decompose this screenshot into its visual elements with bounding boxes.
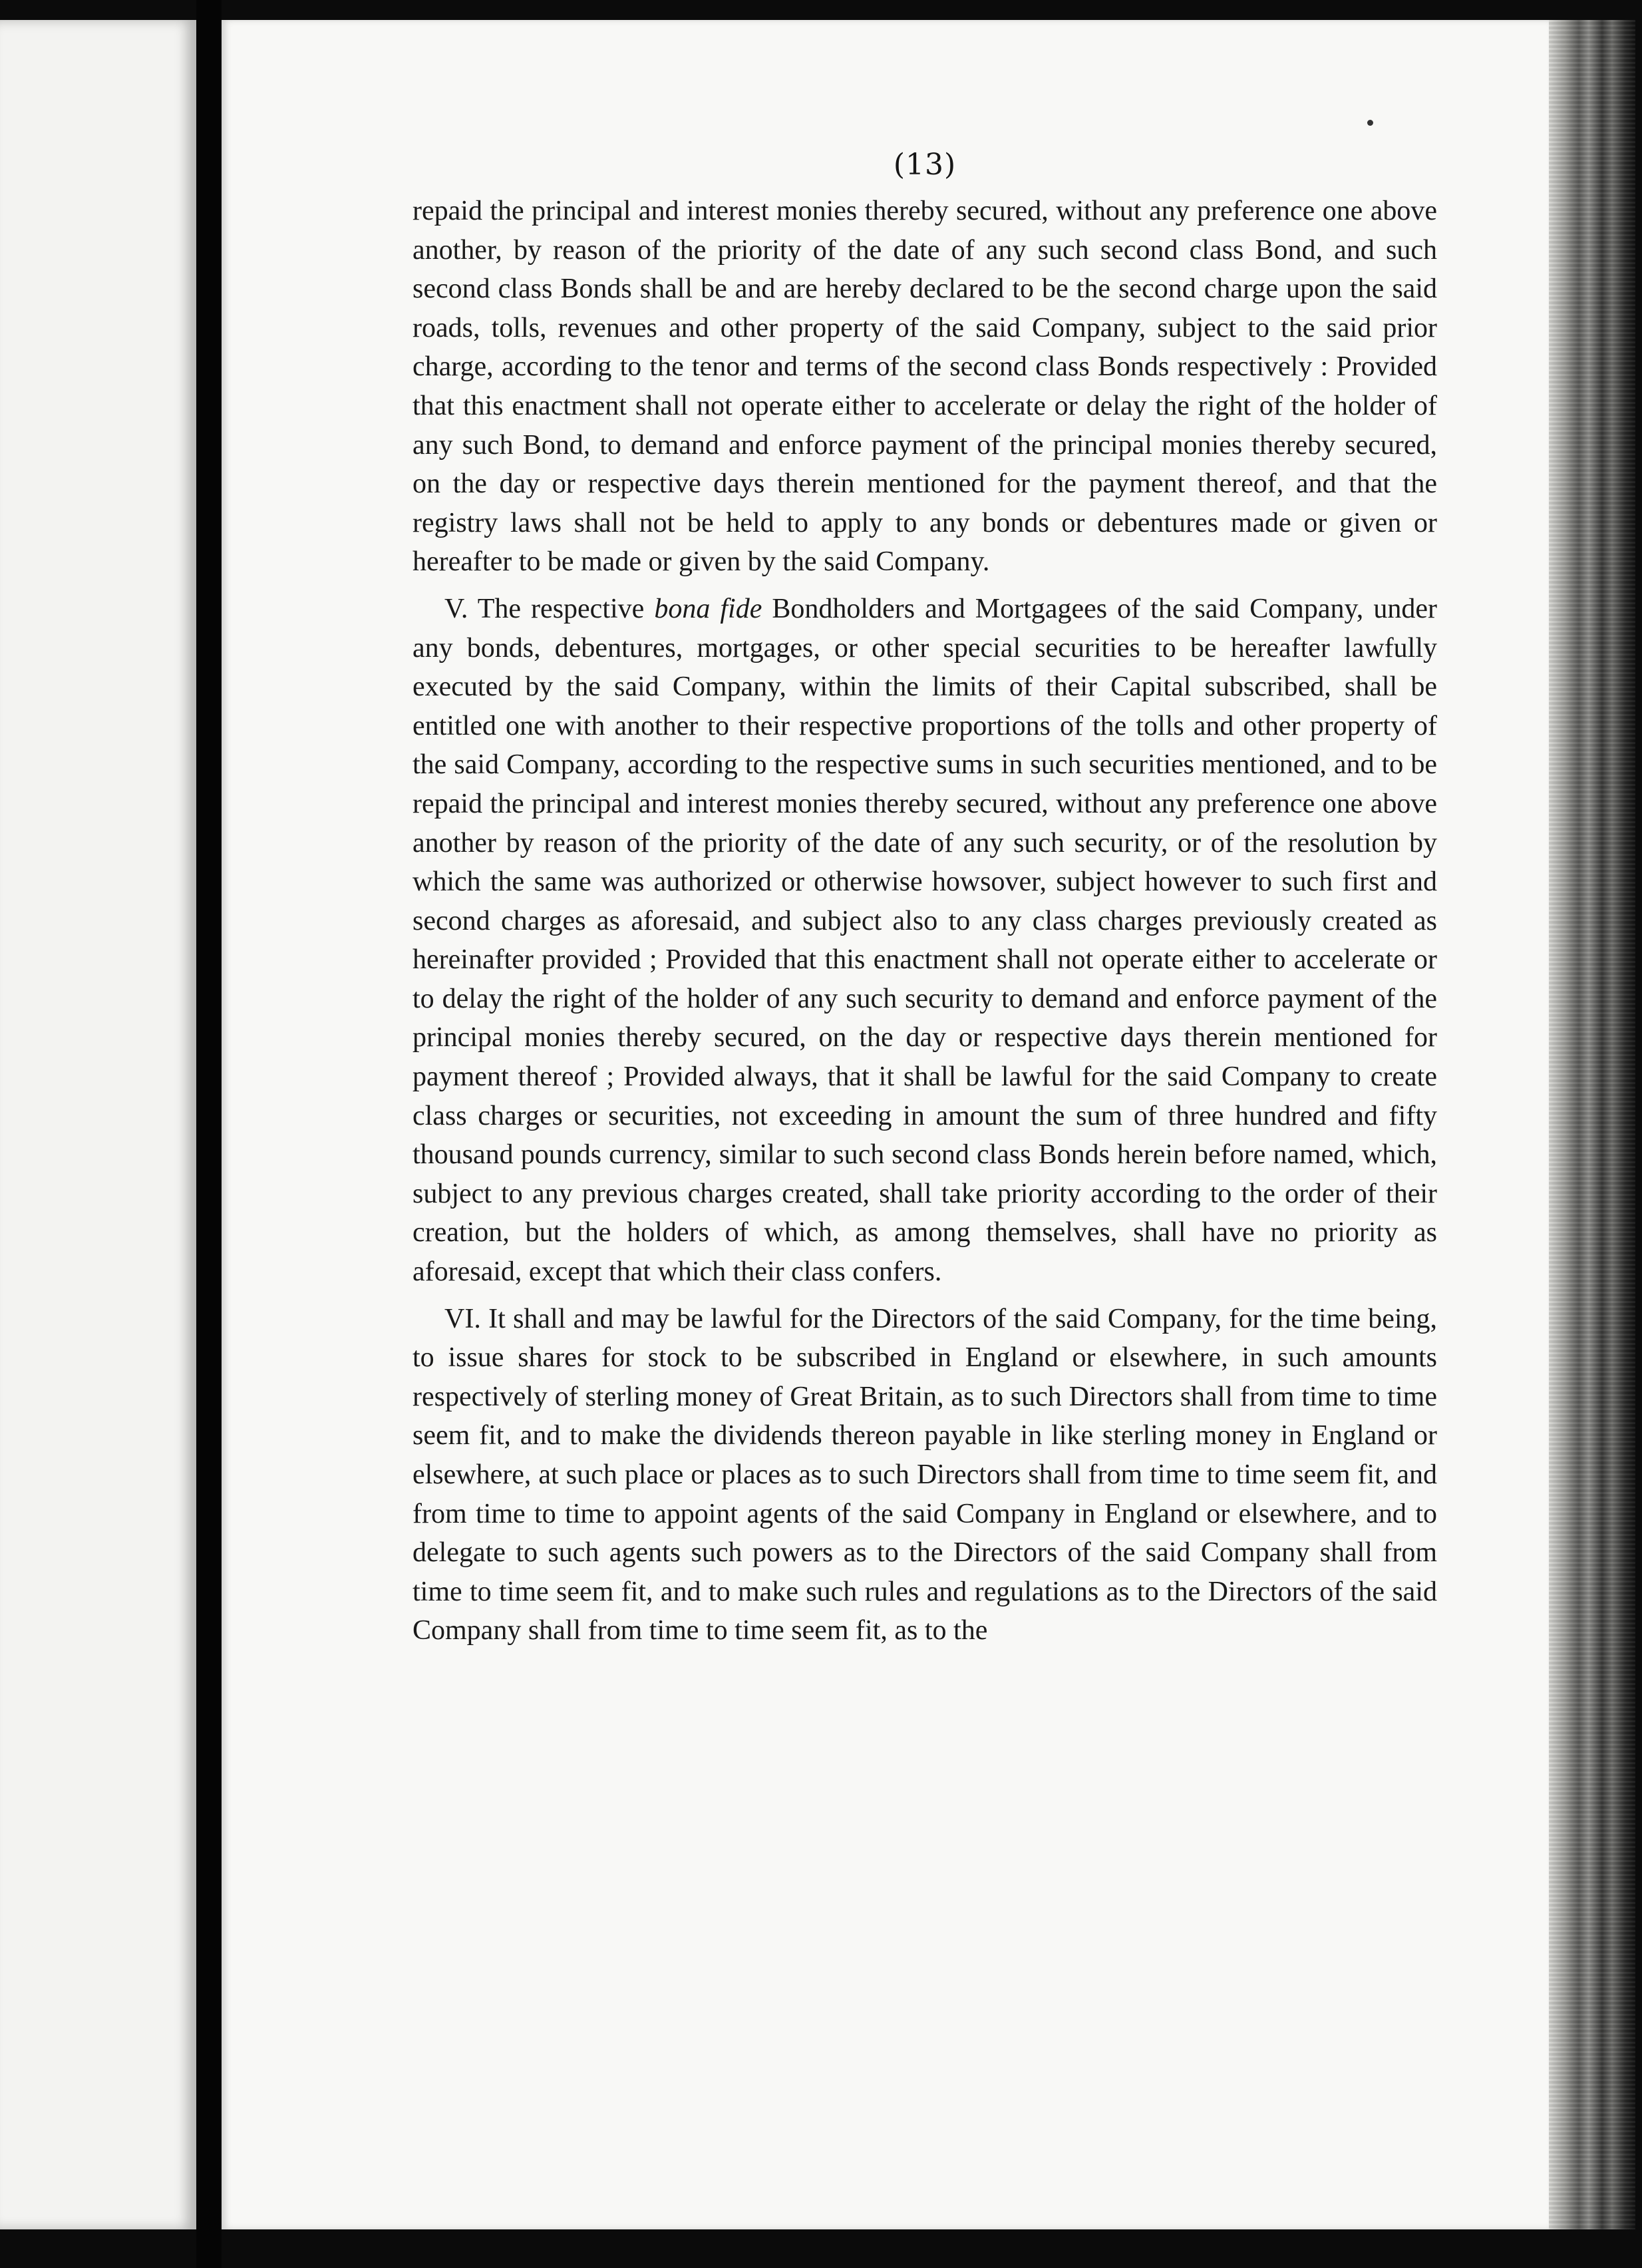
page-body bbox=[412, 192, 1437, 1658]
page-number: (13) bbox=[893, 148, 957, 182]
paragraph-continued bbox=[412, 192, 1437, 582]
page-edges-stack bbox=[1549, 20, 1635, 2229]
paragraph-text: repaid the principal and interest monies thereby secured, without any preference one above another, by reason of the priority of the date of any such second class Bond, and such second class Bonds shall be and are hereby declared to be the second charge upon the said roads, tolls, revenues and other property of the said Company, subject to the said prior charge, according to the tenor and terms of the second class Bonds respectively : Provided that this enactment shall not operate either to accelerate or delay the right of the holder of any such Bond, to demand and enforce payment of the principal monies thereby secured, on the day or respective days therein mentioned for the payment thereof, and that the registry laws shall not be held to apply to any bonds or debentures made or given or hereafter to be made or given by the said Company. bbox=[412, 196, 1437, 578]
facing-page-left bbox=[0, 20, 196, 2229]
paragraph-section-v bbox=[412, 590, 1437, 1292]
section-number: V. bbox=[444, 593, 468, 624]
paragraph-text: It shall and may be lawful for the Directors of the said Company, for the time being, to issue shares for stock to be subscribed in England or elsewhere, in such amounts respectively of sterling money of Great Britain, as to such Directors shall from time to time seem fit, and to make the dividends thereon payable in like sterling money in England or elsewhere, at such place or places as to such Directors shall from time to time seem fit, and from time to time to appoint agents of the said Company in England or elsewhere, and to delegate to such agents such powers as to the Directors of the said Company shall from time to time seem fit, and to make such rules and regulations as to the Directors of the said Company shall from time to time seem fit, as to the bbox=[412, 1303, 1438, 1646]
paragraph-lead: The respective bbox=[477, 593, 645, 624]
book-gutter bbox=[196, 0, 222, 2268]
ink-speck bbox=[1367, 120, 1373, 126]
italic-phrase: bona fide bbox=[654, 593, 762, 624]
paragraph-section-vi bbox=[412, 1300, 1437, 1650]
section-number: VI. bbox=[444, 1303, 481, 1334]
paragraph-text: Bondholders and Mortgagees of the said Company, under any bonds, debentures, mortgages, or other special securities to be hereafter lawfully executed by the said Company, within the limits of their Capital subscribed, shall be entitled one with another to their respective proportions of the tolls and other property of the said Company, according to the respective sums in such securities mentioned, and to be repaid the principal and interest monies thereby secured, without any preference one above another by reason of the priority of the date of any such security, or of the resolution by which the same was authorized or otherwise howsover, subject however to such first and second charges as aforesaid, and subject also to any class charges previously created as hereinafter provided ; Provided that this enactment shall not operate either to accelerate or to delay the right of the holder of any such security to demand and enforce payment of the principal monies thereby secured, on the day or respective days therein mentioned for payment thereof ; Provided always, that it shall be lawful for the said Company to create class charges or securities, not exceeding in amount the sum of three hundred and fifty thousand pounds currency, similar to such second class Bonds herein before named, which, subject to any previous charges created, shall take priority according to the order of their creation, but the holders of which, as among themselves, shall have no priority as aforesaid, except that which their class confers. bbox=[412, 593, 1437, 1288]
